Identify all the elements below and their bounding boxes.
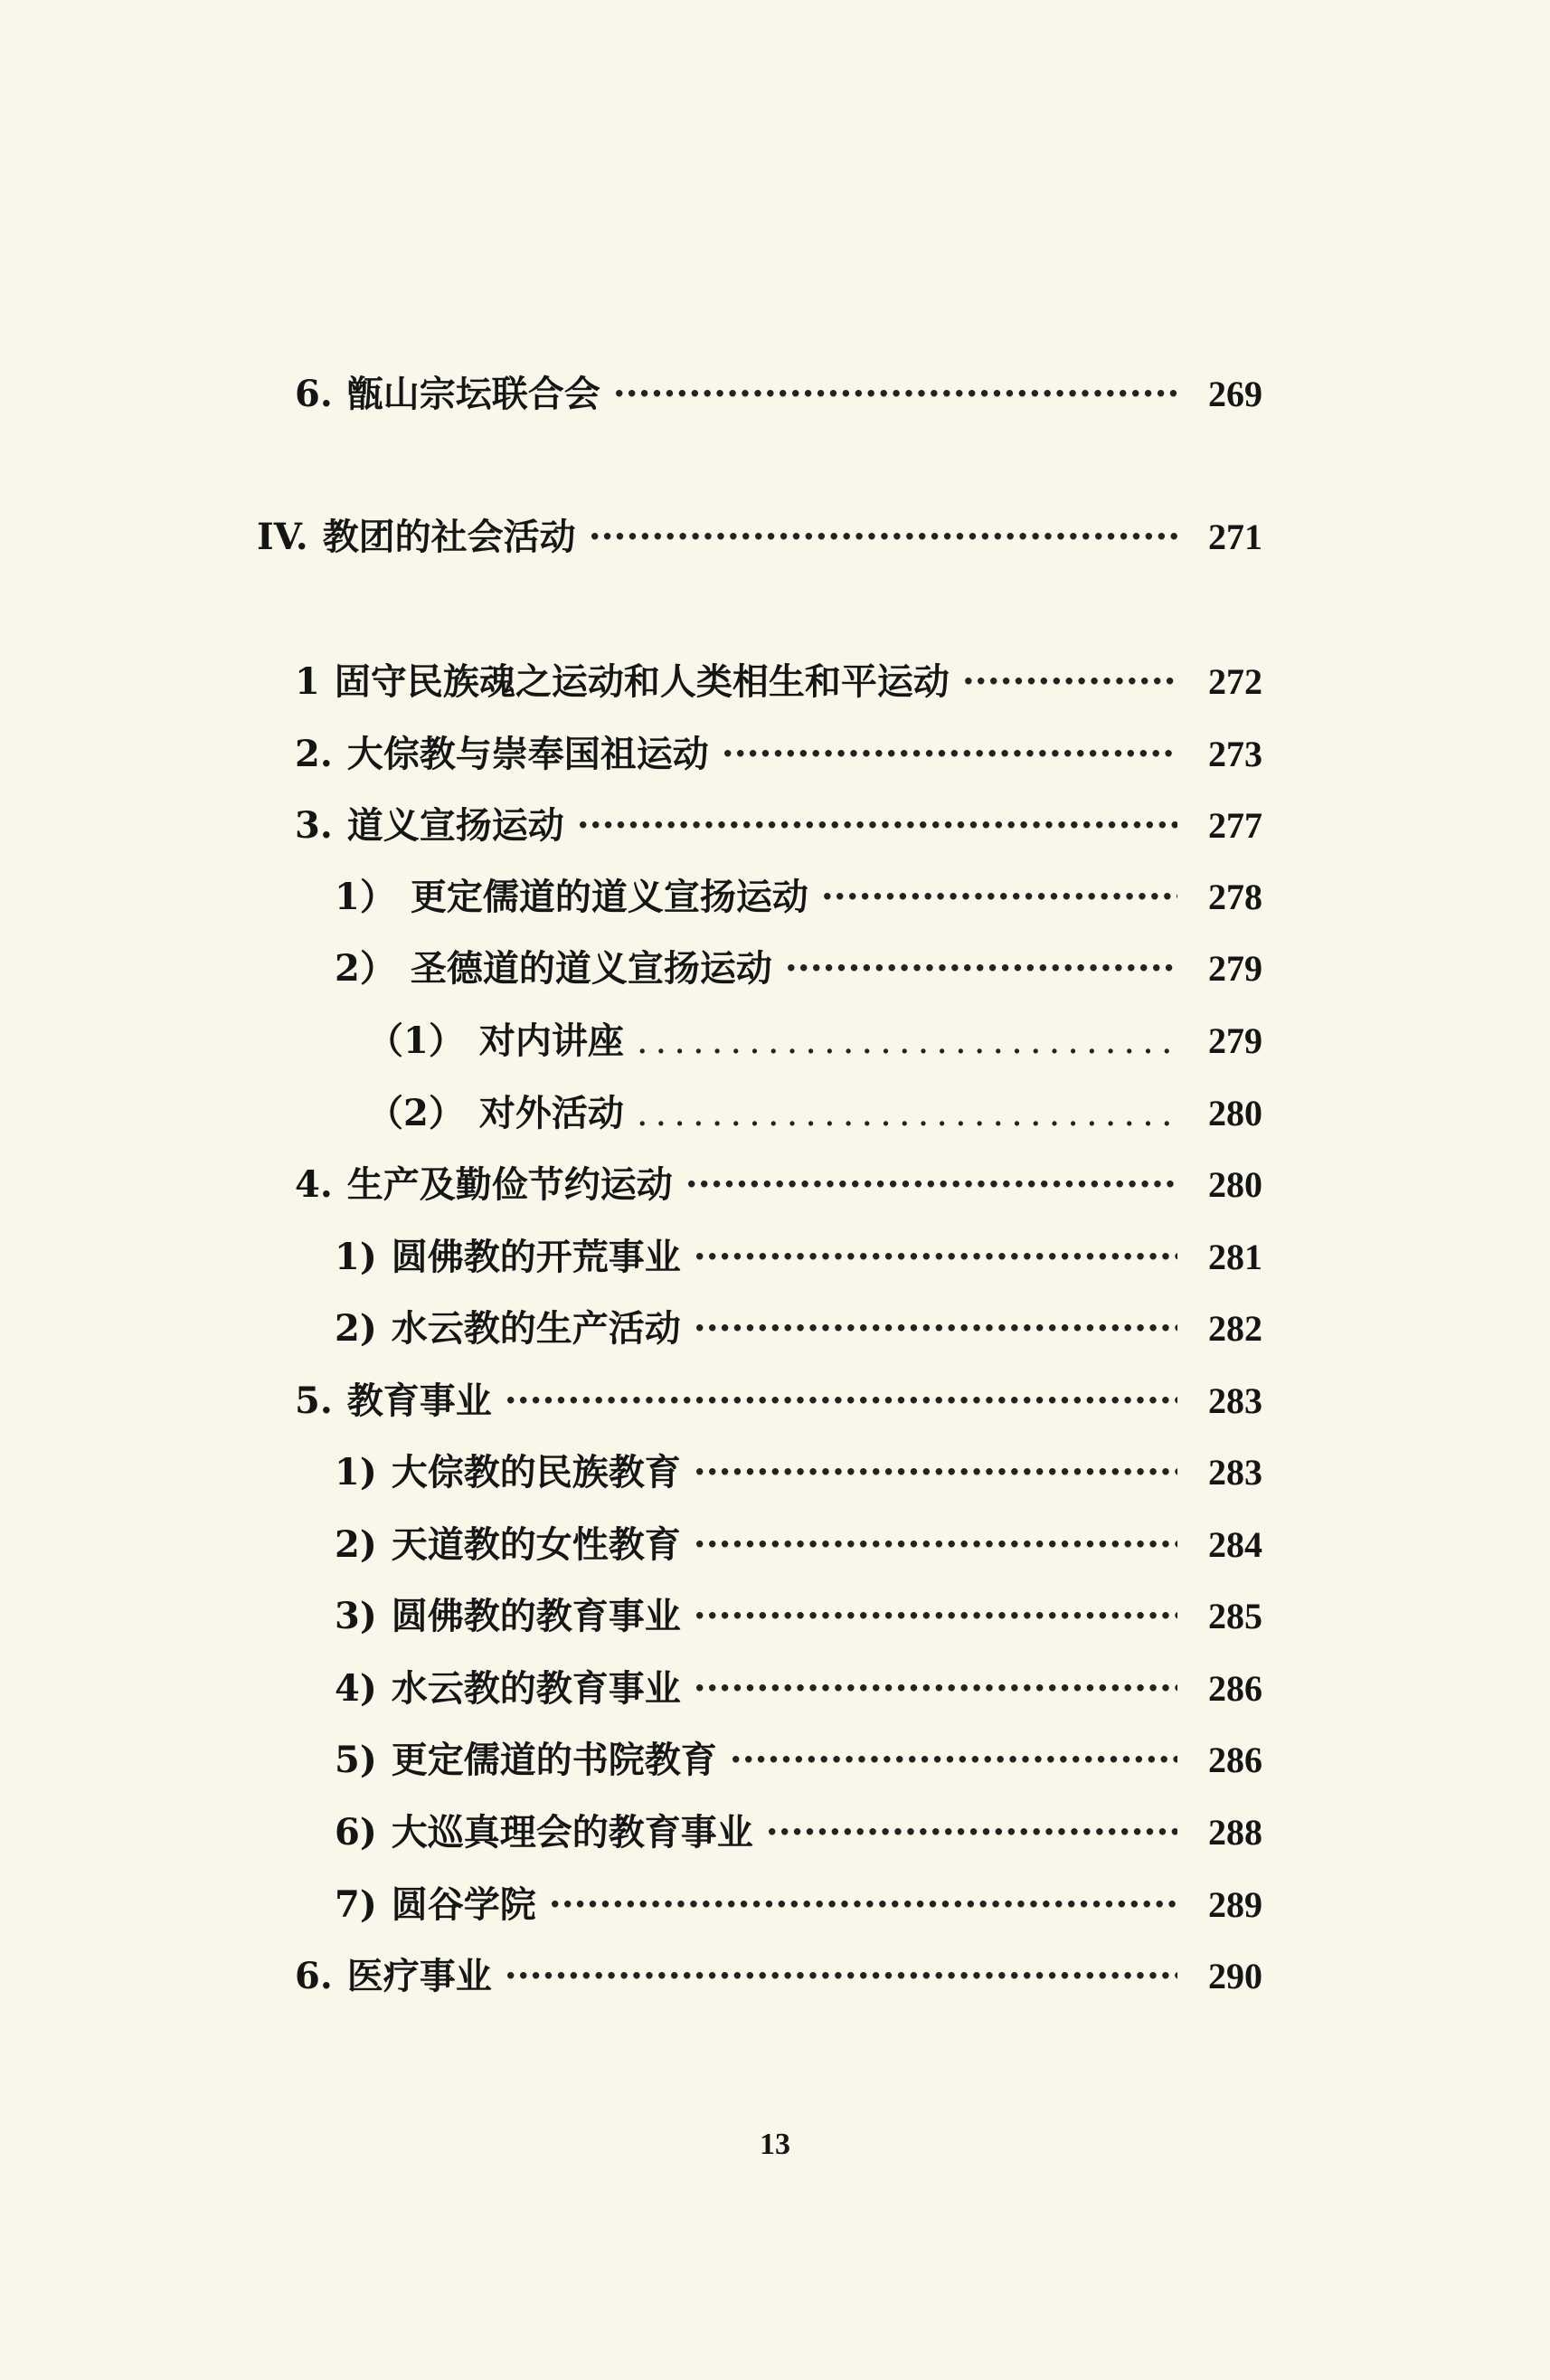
toc-entry-page: 282 [1208, 1308, 1262, 1349]
toc-entry-page: 285 [1208, 1596, 1262, 1636]
toc-entry-title: 圆佛教的教育事业 [391, 1595, 681, 1637]
toc-entry-title: 对内讲座 [478, 1019, 624, 1062]
toc-entry-number: 6. [295, 373, 333, 415]
toc-entry-number: 1) [335, 1236, 377, 1278]
toc-entry-title: 圆佛教的开荒事业 [391, 1236, 681, 1278]
dot-leader [694, 1667, 1177, 1711]
toc-entry [295, 1163, 1262, 1207]
toc-entry-page: 283 [1208, 1452, 1262, 1493]
toc-entry-number: 2. [295, 733, 333, 775]
dot-leader [505, 1955, 1177, 1998]
toc-subentry [335, 1811, 1262, 1854]
toc-entry [295, 1955, 1262, 1998]
toc-entry-title: 大巡真理会的教育事业 [391, 1811, 753, 1854]
toc-entry-title: 水云教的生产活动 [391, 1307, 681, 1350]
toc-entry-number: （2） [367, 1092, 465, 1134]
dot-leader [613, 373, 1177, 416]
dot-leader [549, 1883, 1177, 1927]
toc-entry-number: 6. [295, 1955, 333, 1997]
dot-leader [962, 660, 1177, 704]
toc-subentry [335, 1739, 1262, 1782]
toc-entry [295, 733, 1262, 776]
dot-leader [637, 1019, 1177, 1063]
toc-entry-number: 5. [295, 1380, 333, 1422]
toc-subentry [335, 1595, 1262, 1638]
toc-subentry [335, 1307, 1262, 1351]
toc-entry-page: 281 [1208, 1237, 1262, 1277]
toc-entry-title: 固守民族魂之运动和人类相生和平运动 [334, 660, 950, 703]
toc-entry-number: 1） [335, 876, 396, 918]
toc-subentry [335, 1523, 1262, 1567]
toc-entry-title: 医疗事业 [346, 1955, 492, 1997]
toc-entry-page: 269 [1208, 374, 1262, 414]
toc-subentry [335, 947, 1262, 991]
toc-entry-number: 1) [335, 1451, 377, 1493]
toc-entry-number: IV. [257, 516, 308, 558]
toc-entry-number: 3) [335, 1595, 377, 1637]
toc-entry-page: 277 [1208, 805, 1262, 846]
toc-entry-page: 288 [1208, 1812, 1262, 1853]
toc-entry-title: 道义宣扬运动 [346, 804, 564, 847]
dot-leader [785, 947, 1177, 991]
toc-entry-page: 280 [1208, 1093, 1262, 1133]
dot-leader [577, 804, 1177, 848]
dot-leader [694, 1523, 1177, 1567]
toc-subentry [335, 1236, 1262, 1279]
toc-entry-page: 272 [1208, 661, 1262, 702]
toc-entry [295, 804, 1262, 848]
toc-subentry [335, 876, 1262, 919]
toc-entry-title: 教育事业 [346, 1380, 492, 1422]
toc-entry-title: 教团的社会活动 [322, 516, 576, 558]
dot-leader [694, 1236, 1177, 1279]
dot-leader [722, 733, 1177, 776]
toc-entry-title: 水云教的教育事业 [391, 1667, 681, 1710]
toc-entry-page: 284 [1208, 1524, 1262, 1565]
dot-leader [821, 876, 1177, 919]
dot-leader [685, 1163, 1177, 1207]
toc-entry-title: 生产及勤俭节约运动 [346, 1163, 673, 1206]
toc-entry-page: 289 [1208, 1884, 1262, 1925]
dot-leader [694, 1451, 1177, 1494]
toc-entry-number: 2) [335, 1523, 377, 1566]
toc-subentry [335, 1667, 1262, 1711]
toc-entry [295, 660, 1262, 704]
toc-entry-page: 273 [1208, 734, 1262, 774]
toc-entry-number: 7) [335, 1883, 377, 1926]
dot-leader [589, 516, 1177, 559]
toc-entry-number: 2) [335, 1307, 377, 1350]
toc-entry-number: 6) [335, 1811, 377, 1854]
dot-leader [637, 1092, 1177, 1135]
toc-entry-page: 278 [1208, 877, 1262, 917]
toc-entry-number: 4) [335, 1667, 377, 1710]
toc-entry [295, 1380, 1262, 1423]
toc-entry-title: 圣德道的道义宣扬运动 [410, 947, 772, 990]
toc-entry-page: 286 [1208, 1668, 1262, 1709]
toc-entry [295, 373, 1262, 416]
dot-leader [505, 1380, 1177, 1423]
toc-entry-title: 大倧教与崇奉国祖运动 [346, 733, 709, 775]
toc-entry-page: 280 [1208, 1164, 1262, 1205]
toc-section-heading [257, 516, 1262, 559]
toc-subentry [335, 1451, 1262, 1494]
dot-leader [730, 1739, 1177, 1782]
toc-subentry [335, 1883, 1262, 1927]
dot-leader [766, 1811, 1177, 1854]
toc-entry-page: 290 [1208, 1956, 1262, 1996]
toc-entry-number: 2） [335, 947, 396, 990]
dot-leader [694, 1307, 1177, 1351]
toc-subsubentry [367, 1092, 1262, 1135]
toc-entry-number: 3. [295, 804, 333, 847]
toc-entry-page: 286 [1208, 1740, 1262, 1780]
toc-entry-title: 天道教的女性教育 [391, 1523, 681, 1566]
toc-entry-number: 1 [295, 660, 320, 703]
toc-entry-title: 甑山宗坛联合会 [346, 373, 600, 415]
toc-entry-page: 283 [1208, 1380, 1262, 1421]
toc-entry-title: 大倧教的民族教育 [391, 1451, 681, 1493]
toc-entry-page: 271 [1208, 517, 1262, 557]
toc-subsubentry [367, 1019, 1262, 1063]
toc-entry-title: 圆谷学院 [391, 1883, 536, 1926]
toc-entry-page: 279 [1208, 1020, 1262, 1061]
toc-entry-number: 4. [295, 1163, 333, 1206]
toc-entry-page: 279 [1208, 948, 1262, 989]
toc-entry-title: 更定儒道的道义宣扬运动 [410, 876, 808, 918]
dot-leader [694, 1595, 1177, 1638]
page-number: 13 [760, 2128, 790, 2161]
toc-entry-title: 更定儒道的书院教育 [391, 1739, 717, 1781]
toc-entry-title: 对外活动 [478, 1092, 624, 1134]
toc-entry-number: 5) [335, 1739, 377, 1781]
toc-entry-number: （1） [367, 1019, 465, 1062]
